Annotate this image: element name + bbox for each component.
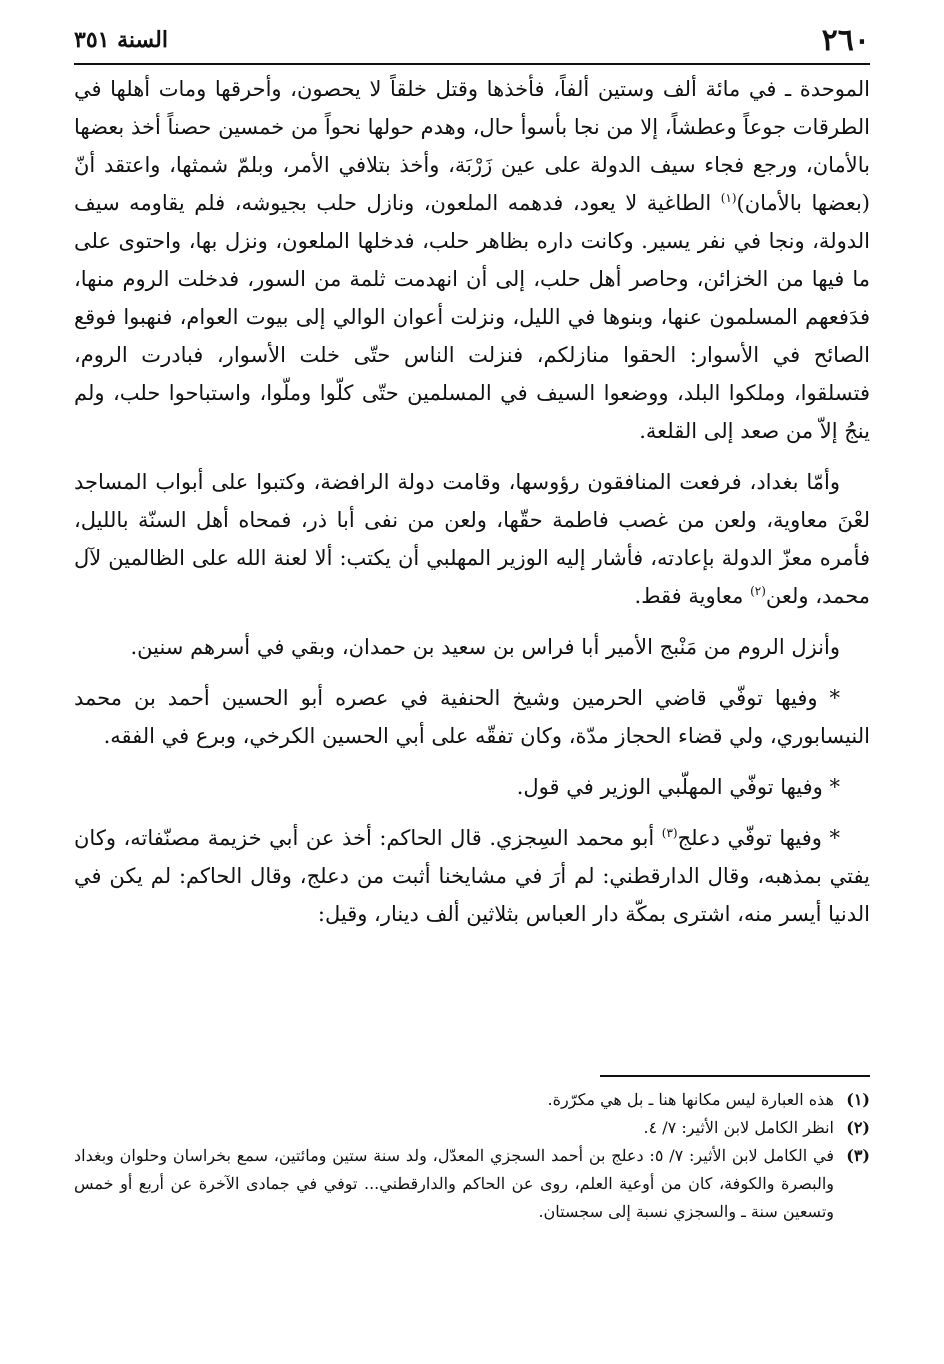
running-title-year: السنة ٣٥١ [74, 27, 168, 53]
footnote-reference: (١) [720, 191, 737, 205]
footnote [74, 1142, 870, 1226]
text-paragraph [74, 463, 870, 615]
footnote [74, 1086, 870, 1114]
header-divider [74, 63, 870, 65]
paragraph-text: الموحدة ـ في مائة ألف وستين ألفاً، فأخذها وقتل خلقاً لا يحصون، وأحرقها ومات أهلها في الطرقات جوعاً وعطشاً، إلا من نجا بأسوأ حال، وهدم حولها نحواً من خمسين حصناً أخذ بعضها بالأمان، ورجع فجاء سيف الدولة على عين زَرْبَة، وأخذ بتلافي الأمر، وبلمّ شمثها، واعتقد أنّ (بعضها بالأمان) [74, 77, 870, 215]
paragraph-text: * وفيها توفّي المهلّبي الوزير في قول. [516, 775, 840, 799]
text-paragraph [74, 628, 870, 666]
footnote-reference: (٢) [750, 584, 766, 598]
paragraph-text: الطاغية لا يعود، فدهمه الملعون، ونازل حلب بجيوشه، فلم يقاومه سيف الدولة، ونجا في نفر يسير. وكانت داره بظاهر حلب، فدخلها الملعون، ونزل بها، واحتوى على ما فيها من الخزائن، وحاصر أهل حلب، إلى أن انهدمت ثلمة من السور، فدخلت الروم منها، فدَفعهم المسلمون عنها، وبنوها في الليل، ونزلت أعوان الوالي إلى بيوت العوام، فنهبوا فوقع الصائح في الأسوار: الحقوا منازلكم، فنزلت الناس حتّى خلت الأسوار، فبادرت الروم، فتسلقوا، وملكوا البلد، ووضعوا السيف في المسلمين حتّى كلّوا وملّوا، واستباحوا حلب، ولم ينجُ إلاّ من صعد إلى القلعة. [74, 191, 870, 443]
paragraph-text: وأمّا بغداد، فرفعت المنافقون رؤوسها، وقامت دولة الرافضة، وكتبوا على أبواب المساجد لعْنَ معاوية، ولعن من غصب فاطمة حقّها، ولعن من نفى أبا ذر، فمحاه أهل السنّة بالليل، فأمره معزّ الدولة بإعادته، فأشار إليه الوزير المهلبي أن يكتب: ألا لعنة الله على الظالمين لآل محمد، ولعن [74, 470, 870, 608]
footnote-number: (١) [846, 1090, 870, 1109]
text-paragraph [74, 819, 870, 933]
paragraph-text: * وفيها توفّي دعلج [677, 826, 840, 850]
footnote-number: (٣) [846, 1146, 870, 1165]
paragraph-text: وأنزل الروم من مَنْبج الأمير أبا فراس بن سعيد بن حمدان، وبقي في أسرهم سنين. [130, 635, 840, 659]
footnote-text: في الكامل لابن الأثير: ٧/ ٥: دعلج بن أحمد السجزي المعدّل، ولد سنة ستين ومائتين، سمع بخراسان وحلوان وبغداد والبصرة والكوفة، كان من أوعية العلم، روى عن الحاكم والدارقطني... توفي في جمادى الآخرة عن أربع أو خمس وتسعين سنة ـ والسجزي نسبة إلى سجستان. [74, 1146, 835, 1221]
text-paragraph [74, 768, 870, 806]
page-header [74, 22, 870, 58]
text-paragraph [74, 679, 870, 755]
paragraph-text: أبو محمد السِجزي. قال الحاكم: أخذ عن أبي خزيمة مصنّفاته، وكان يفتي بمذهبه، وقال الدارقطني: لم أرَ في مشايخنا أثبت من دعلج، وقال الحاكم: لم يكن في الدنيا أيسر منه، اشترى بمكّة دار العباس بثلاثين ألف دينار، وقيل: [74, 826, 870, 926]
footnote-divider [600, 1075, 870, 1077]
main-text [74, 70, 870, 946]
paragraph-text: * وفيها توفّي قاضي الحرمين وشيخ الحنفية في عصره أبو الحسين أحمد بن محمد النيسابوري، ولي قضاء الحجاز مدّة، وكان تفقّه على أبي الحسين الكرخي، وبرع في الفقه. [74, 686, 870, 748]
footnotes-section [74, 1086, 870, 1226]
footnote-reference: (٣) [661, 826, 678, 840]
paragraph-text: معاوية فقط. [634, 584, 751, 608]
footnote [74, 1114, 870, 1142]
footnote-text: انظر الكامل لابن الأثير: ٧/ ٤. [643, 1118, 834, 1137]
page-number: ٢٦٠ [821, 22, 870, 58]
footnote-number: (٢) [846, 1118, 870, 1137]
footnote-text: هذه العبارة ليس مكانها هنا ـ بل هي مكرّرة. [547, 1090, 834, 1109]
text-paragraph [74, 70, 870, 450]
